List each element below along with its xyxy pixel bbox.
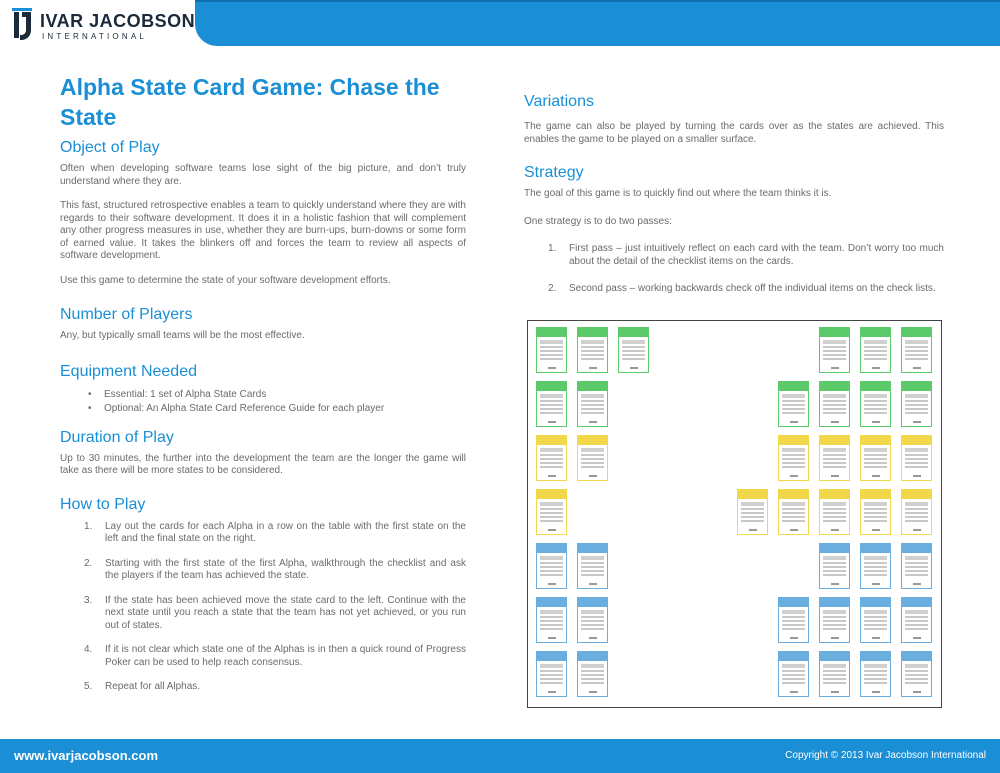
strategy-para-2: One strategy is to do two passes: [524,215,672,227]
alpha-state-card [819,489,850,535]
list-item: • Essential: 1 set of Alpha State Cards [60,388,466,402]
alpha-state-card [901,381,932,427]
variations-para: The game can also be played by turning the cards over as the states are achieved. This enables the game to be played on a smaller surface. [524,121,944,145]
variations-heading: Variations [524,93,594,110]
object-para-1: Often when developing software teams lose sight of the big picture, and don’t truly understand where they are. [60,163,466,187]
step-text: Starting with the first state of the first Alpha, walkthrough the checklist and ask the players if the team has achieved the state. [105,557,466,581]
alpha-state-card [577,327,608,373]
step-number: 3. [84,594,93,606]
alpha-state-card [860,435,891,481]
alpha-state-card [618,327,649,373]
alpha-state-card [860,489,891,535]
alpha-state-card [536,489,567,535]
alpha-state-card [819,381,850,427]
right-column [524,92,944,296]
list-item [524,283,944,296]
step-number: 4. [84,644,93,655]
alpha-state-card [577,435,608,481]
alpha-state-card [901,543,932,589]
alpha-state-card [819,435,850,481]
alpha-state-card [860,597,891,643]
players-heading: Number of Players [60,306,193,323]
strategy-para-1: The goal of this game is to quickly find out where the team thinks it is. [524,188,832,199]
step-text: If it is not clear which state one of the Alphas is in then a quick round of Progress Poker can be used to help reach consensus. [105,644,466,668]
alpha-state-card [860,543,891,589]
alpha-state-card [901,327,932,373]
alpha-state-card [819,327,850,373]
alpha-state-card [860,381,891,427]
strategy-steps [524,243,944,296]
alpha-state-card [577,543,608,589]
object-para-2: This fast, structured retrospective enables a team to quickly understand where they are with regards to their software development. It does it in a holistic fashion that will complement any other progress measures in use, whether they are burn-ups, burn-downs or some form of earned value. It takes the blinkers off and forces the team to review all aspects of software development. [60,200,466,261]
alpha-state-card [778,435,809,481]
step-text: Lay out the cards for each Alpha in a row on the table with the first state on the left and the final state on the right. [105,520,466,544]
step-text: If the state has been achieved move the state card to the left. Continue with the next state until you reach a state that the team has not yet achieved, or you run out of states. [105,594,466,631]
page-footer [0,739,1000,773]
strategy-heading: Strategy [524,164,584,181]
equipment-list [60,388,466,416]
players-para: Any, but typically small teams will be the most effective. [60,330,305,341]
header-band [195,0,1000,46]
list-item [60,521,466,546]
step-number: 2. [548,283,557,294]
alpha-state-card [577,381,608,427]
alpha-state-card [536,597,567,643]
list-item [60,558,466,583]
list-item [60,681,466,694]
alpha-state-card [819,651,850,697]
alpha-state-card [737,489,768,535]
alpha-state-card [819,597,850,643]
list-item: • Optional: An Alpha State Card Reference Guide for each player [60,402,466,416]
alpha-cards-photo [527,320,942,708]
howto-heading: How to Play [60,495,146,513]
page-title: Alpha State Card Game: Chase the State [60,74,440,130]
list-item [60,644,466,669]
equipment-heading: Equipment Needed [60,362,197,380]
alpha-state-card [778,597,809,643]
alpha-state-card [901,435,932,481]
object-heading: Object of Play [60,139,160,156]
step-text: First pass – just intuitively reflect on each card with the team. Don’t worry too much about the detail of the checklist items on the cards. [569,243,944,267]
ij-logo-icon [12,8,34,42]
alpha-state-card [536,651,567,697]
list-item [60,595,466,633]
left-column [60,72,466,694]
object-para-3: Use this game to determine the state of your software development efforts. [60,274,391,286]
step-number: 5. [84,681,93,692]
alpha-state-card [901,489,932,535]
alpha-state-card [577,597,608,643]
step-number: 1. [84,520,93,532]
step-number: 1. [548,243,557,254]
alpha-state-card [778,651,809,697]
page-header [0,0,1000,46]
alpha-state-card [536,327,567,373]
step-number: 2. [84,557,93,569]
brand-name: IVAR JACOBSON [40,11,196,31]
alpha-state-card [819,543,850,589]
alpha-state-card [536,381,567,427]
alpha-state-card [901,597,932,643]
footer-url-link[interactable]: www.ivarjacobson.com [14,748,159,763]
alpha-state-card [778,381,809,427]
alpha-state-card [860,327,891,373]
list-item [524,243,944,268]
company-logo[interactable] [12,6,196,42]
howto-steps [60,521,466,694]
duration-para: Up to 30 minutes, the further into the development the team are the longer the game will take as there will be more states to be considered. [60,452,466,476]
footer-copyright: Copyright © 2013 Ivar Jacobson International [785,750,986,761]
alpha-state-card [536,435,567,481]
alpha-state-card [860,651,891,697]
alpha-state-card [778,489,809,535]
brand-subtitle: INTERNATIONAL [42,32,148,41]
step-text: Second pass – working backwards check off the individual items on the check lists. [569,283,936,294]
alpha-state-card [901,651,932,697]
step-text: Repeat for all Alphas. [105,681,201,692]
duration-heading: Duration of Play [60,428,174,446]
alpha-state-card [577,651,608,697]
alpha-state-card [536,543,567,589]
